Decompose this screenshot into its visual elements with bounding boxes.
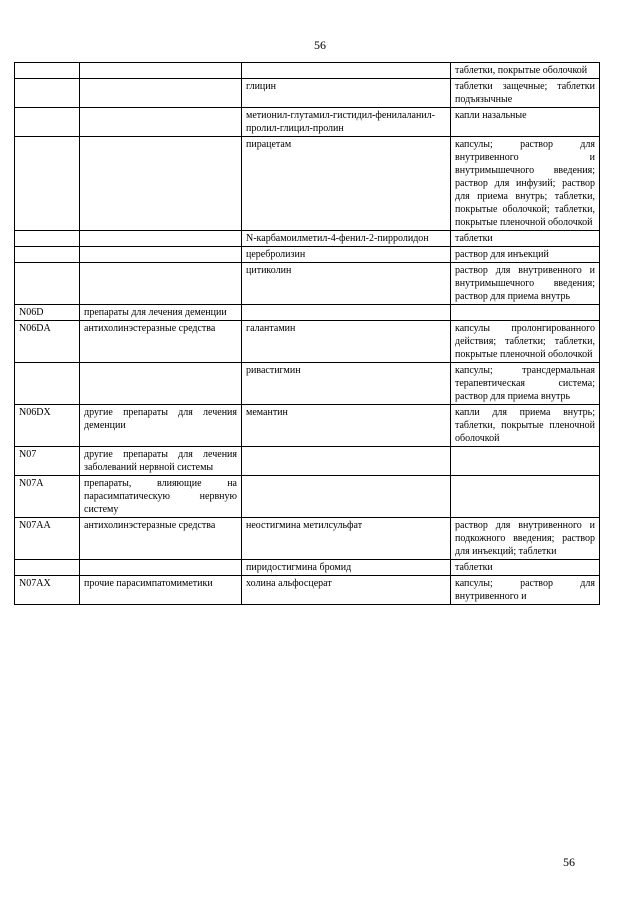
drug-name-cell <box>242 476 451 518</box>
drug-name-cell: галантамин <box>242 321 451 363</box>
table-row <box>15 321 600 363</box>
pharmacological-group-cell <box>80 79 242 108</box>
pharmacological-group-cell: антихолинэстеразные средства <box>80 518 242 560</box>
atc-code-cell <box>15 363 80 405</box>
pharmacological-group-cell <box>80 263 242 305</box>
drug-table <box>14 62 600 605</box>
drug-name-cell: ривастигмин <box>242 363 451 405</box>
drug-name-cell <box>242 447 451 476</box>
pharmacological-group-cell: другие препараты для лечения заболеваний нервной системы <box>80 447 242 476</box>
table-row <box>15 518 600 560</box>
pharmacological-group-cell <box>80 363 242 405</box>
atc-code-cell: N07A <box>15 476 80 518</box>
dosage-form-cell: капсулы; раствор для внутривенного и внутримышечного введения; раствор для инфузий; раствор для приема внутрь; таблетки, покрытые оболочкой; таблетки, покрытые пленочной оболочкой <box>451 137 600 231</box>
drug-name-cell <box>242 305 451 321</box>
pharmacological-group-cell <box>80 63 242 79</box>
dosage-form-cell: раствор для внутривенного и подкожного введения; раствор для инъекций; таблетки <box>451 518 600 560</box>
drug-name-cell: церебролизин <box>242 247 451 263</box>
page-number-top: 56 <box>314 38 326 52</box>
pharmacological-group-cell <box>80 231 242 247</box>
table-row <box>15 560 600 576</box>
atc-code-cell: N07AA <box>15 518 80 560</box>
atc-code-cell <box>15 560 80 576</box>
atc-code-cell <box>15 79 80 108</box>
table-row <box>15 137 600 231</box>
atc-code-cell <box>15 108 80 137</box>
table-row <box>15 576 600 605</box>
pharmacological-group-cell: препараты, влияющие на парасимпатическую нервную систему <box>80 476 242 518</box>
drug-name-cell: пиридостигмина бромид <box>242 560 451 576</box>
dosage-form-cell: капли для приема внутрь; таблетки, покрытые пленочной оболочкой <box>451 405 600 447</box>
drug-name-cell <box>242 63 451 79</box>
atc-code-cell <box>15 263 80 305</box>
table-row <box>15 447 600 476</box>
drug-name-cell: цитиколин <box>242 263 451 305</box>
drug-name-cell: неостигмина метилсульфат <box>242 518 451 560</box>
table-row <box>15 63 600 79</box>
atc-code-cell: N07AX <box>15 576 80 605</box>
dosage-form-cell: таблетки <box>451 560 600 576</box>
pharmacological-group-cell: антихолинэстеразные средства <box>80 321 242 363</box>
dosage-form-cell <box>451 447 600 476</box>
dosage-form-cell: капсулы; раствор для внутривенного и <box>451 576 600 605</box>
pharmacological-group-cell <box>80 108 242 137</box>
dosage-form-cell: таблетки защечные; таблетки подъязычные <box>451 79 600 108</box>
table-row <box>15 305 600 321</box>
pharmacological-group-cell: препараты для лечения деменции <box>80 305 242 321</box>
table-row <box>15 79 600 108</box>
drug-name-cell: глицин <box>242 79 451 108</box>
table-row <box>15 263 600 305</box>
dosage-form-cell: капсулы пролонгированного действия; таблетки; таблетки, покрытые пленочной оболочкой <box>451 321 600 363</box>
atc-code-cell: N06D <box>15 305 80 321</box>
atc-code-cell: N06DA <box>15 321 80 363</box>
table-row <box>15 476 600 518</box>
dosage-form-cell: раствор для внутривенного и внутримышечного введения; раствор для приема внутрь <box>451 263 600 305</box>
dosage-form-cell: капли назальные <box>451 108 600 137</box>
dosage-form-cell <box>451 305 600 321</box>
atc-code-cell <box>15 231 80 247</box>
atc-code-cell <box>15 247 80 263</box>
dosage-form-cell: таблетки, покрытые оболочкой <box>451 63 600 79</box>
drug-name-cell: N-карбамоилметил-4-фенил-2-пирролидон <box>242 231 451 247</box>
dosage-form-cell: таблетки <box>451 231 600 247</box>
pharmacological-group-cell: прочие парасимпатомиметики <box>80 576 242 605</box>
atc-code-cell <box>15 137 80 231</box>
dosage-form-cell: капсулы; трансдермальная терапевтическая система; раствор для приема внутрь <box>451 363 600 405</box>
table-row <box>15 363 600 405</box>
atc-code-cell <box>15 63 80 79</box>
table-row <box>15 247 600 263</box>
atc-code-cell: N07 <box>15 447 80 476</box>
table-row <box>15 108 600 137</box>
table-row <box>15 405 600 447</box>
drug-name-cell: холина альфосцерат <box>242 576 451 605</box>
table-row <box>15 231 600 247</box>
pharmacological-group-cell <box>80 247 242 263</box>
dosage-form-cell: раствор для инъекций <box>451 247 600 263</box>
page-number-bottom: 56 <box>563 855 575 869</box>
drug-name-cell: мемантин <box>242 405 451 447</box>
drug-name-cell: пирацетам <box>242 137 451 231</box>
pharmacological-group-cell: другие препараты для лечения деменции <box>80 405 242 447</box>
pharmacological-group-cell <box>80 560 242 576</box>
dosage-form-cell <box>451 476 600 518</box>
atc-code-cell: N06DX <box>15 405 80 447</box>
pharmacological-group-cell <box>80 137 242 231</box>
drug-name-cell: метионил-глутамил-гистидил-фенилаланил-пролил-глицил-пролин <box>242 108 451 137</box>
